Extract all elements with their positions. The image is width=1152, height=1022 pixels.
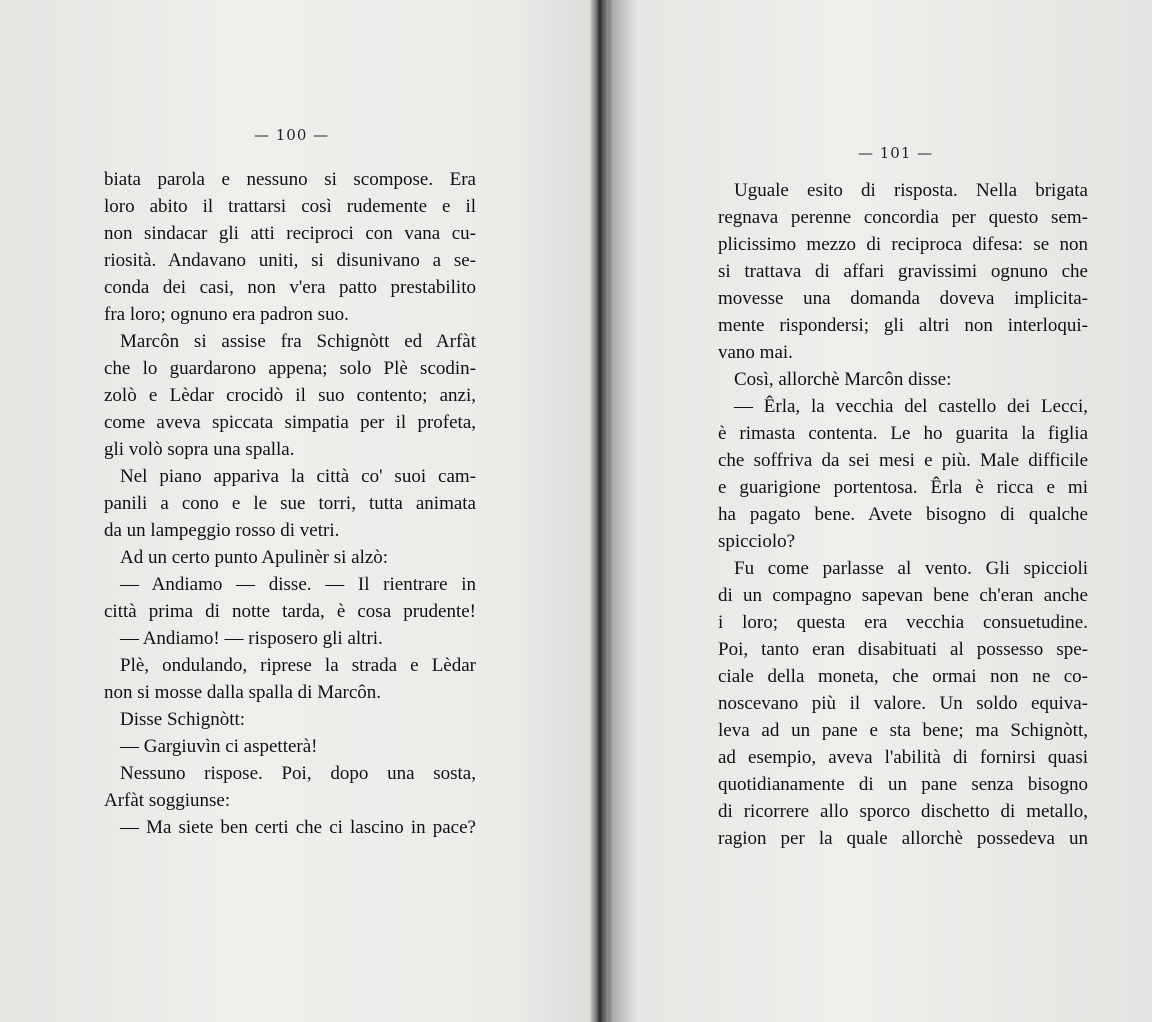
text-line: panili a cono e le sue torri, tutta animata [104,493,476,514]
left-page-text [104,166,476,841]
text-line: plicissimo mezzo di reciproca difesa: se non [718,234,1088,255]
text-line: che lo guardarono appena; solo Plè scodin- [104,358,476,379]
text-line: leva ad un pane e sta bene; ma Schignòtt, [718,720,1088,741]
text-line: non si mosse dalla spalla di Marcôn. [104,682,382,703]
page-number-left: — 100 — [254,126,330,144]
text-line: loro abito il trattarsi così rudemente e il [104,196,476,217]
text-line: e guarigione portentosa. Êrla è ricca e mi [718,477,1088,498]
text-line: Disse Schignòtt: [120,709,246,730]
text-line: — Andiamo — disse. — Il rientrare in [120,574,476,595]
text-line: Arfàt soggiunse: [104,790,231,811]
text-line: Uguale esito di risposta. Nella brigata [734,180,1088,201]
text-line: — Andiamo! — risposero gli altri. [120,628,383,649]
text-line: Così, allorchè Marcôn disse: [734,369,952,390]
text-line: quotidianamente di un pane senza bisogno [718,774,1088,795]
text-line: ha pagato bene. Avete bisogno di qualche [718,504,1088,525]
text-line: città prima di notte tarda, è cosa prudente! [104,601,476,622]
text-line: ad esempio, aveva l'abilità di fornirsi quasi [718,747,1088,768]
text-line: è rimasta contenta. Le ho guarita la figlia [718,423,1088,444]
text-line: Nessuno rispose. Poi, dopo una sosta, [120,763,476,784]
text-line: Nel piano appariva la città co' suoi cam- [120,466,476,487]
text-line: non sindacar gli atti reciproci con vana cu- [104,223,476,244]
text-line: fra loro; ognuno era padron suo. [104,304,349,325]
text-line: Poi, tanto eran disabituati al possesso spe- [718,639,1088,660]
text-line: che soffriva da sei mesi e più. Male difficile [718,450,1088,471]
text-line: mente rispondersi; gli altri non interloqui- [718,315,1088,336]
text-line: Fu come parlasse al vento. Gli spiccioli [734,558,1088,579]
text-line: regnava perenne concordia per questo sem- [718,207,1088,228]
text-line: conda dei casi, non v'era patto prestabilito [104,277,476,298]
text-line: di ricorrere allo sporco dischetto di metallo, [718,801,1088,822]
text-line: vano mai. [718,342,793,363]
page-number-right: — 101 — [858,144,934,162]
text-line: biata parola e nessuno si scompose. Era [104,169,476,190]
text-line: gli volò sopra una spalla. [104,439,295,460]
text-line: si trattava di affari gravissimi ognuno che [718,261,1088,282]
text-line: — Gargiuvìn ci aspetterà! [120,736,318,757]
text-line: i loro; questa era vecchia consuetudine. [718,612,1088,633]
text-line: — Êrla, la vecchia del castello dei Lecci, [734,396,1088,417]
text-line: Marcôn si assise fra Schignòtt ed Arfàt [120,331,476,352]
text-line: — Ma siete ben certi che ci lascino in pace? [120,817,476,838]
right-page-text [718,177,1088,852]
text-line: da un lampeggio rosso di vetri. [104,520,340,541]
text-line: Plè, ondulando, riprese la strada e Lèdar [120,655,476,676]
text-line: riosità. Andavano uniti, si disunivano a se- [104,250,476,271]
text-line: Ad un certo punto Apulinèr si alzò: [120,547,389,568]
gutter-shadow [608,0,638,1022]
text-line: ragion per la quale allorchè possedeva un [718,828,1088,849]
text-line: di un compagno sapevan bene ch'eran anche [718,585,1088,606]
text-line: noscevano più il valore. Un soldo equiva- [718,693,1088,714]
text-line: come aveva spiccata simpatia per il profeta, [104,412,476,433]
text-line: ciale della moneta, che ormai non ne co- [718,666,1088,687]
text-line: zolò e Lèdar crocidò il suo contento; anzi, [104,385,476,406]
text-line: movesse una domanda doveva implicita- [718,288,1088,309]
text-line: spicciolo? [718,531,796,552]
